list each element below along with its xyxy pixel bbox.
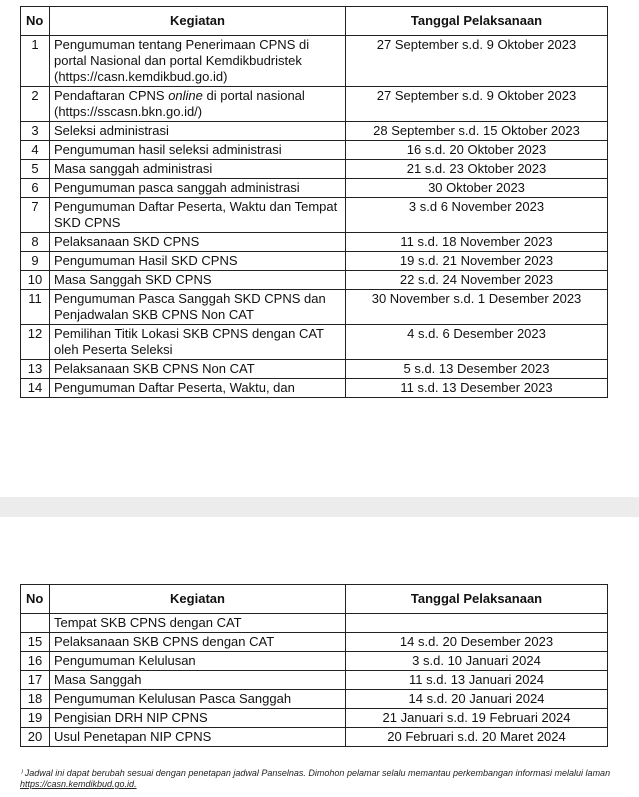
table-row bbox=[21, 379, 608, 398]
row-no: 11 bbox=[21, 290, 50, 325]
row-tanggal: 5 s.d. 13 Desember 2023 bbox=[346, 360, 608, 379]
row-no: 8 bbox=[21, 233, 50, 252]
header-tanggal: Tanggal Pelaksanaan bbox=[346, 7, 608, 36]
table-row bbox=[21, 141, 608, 160]
row-tanggal: 11 s.d. 13 Januari 2024 bbox=[346, 671, 608, 690]
row-kegiatan: Masa Sanggah SKD CPNS bbox=[50, 271, 346, 290]
row-tanggal: 27 September s.d. 9 Oktober 2023 bbox=[346, 36, 608, 87]
row-no: 15 bbox=[21, 633, 50, 652]
footnote-text: ⁾ Jadwal ini dapat berubah sesuai dengan penetapan jadwal Panselnas. Dimohon pelamar selalu memantau perkembangan informasi melalui laman bbox=[20, 768, 611, 778]
footnote-link[interactable]: https://casn.kemdikbud.go.id. bbox=[20, 779, 137, 789]
table-header-row bbox=[21, 585, 608, 614]
row-kegiatan: Pelaksanaan SKB CPNS dengan CAT bbox=[50, 633, 346, 652]
table-row bbox=[21, 290, 608, 325]
table-row bbox=[21, 709, 608, 728]
row-tanggal: 28 September s.d. 15 Oktober 2023 bbox=[346, 122, 608, 141]
row-kegiatan: Pengumuman Kelulusan Pasca Sanggah bbox=[50, 690, 346, 709]
table-row bbox=[21, 360, 608, 379]
schedule-table-2 bbox=[20, 584, 608, 747]
kegiatan-text: di portal nasional (https://sscasn.bkn.go.id/) bbox=[54, 88, 305, 119]
table-row bbox=[21, 690, 608, 709]
header-tanggal: Tanggal Pelaksanaan bbox=[346, 585, 608, 614]
table-row bbox=[21, 160, 608, 179]
row-tanggal: 21 s.d. 23 Oktober 2023 bbox=[346, 160, 608, 179]
row-no: 2 bbox=[21, 87, 50, 122]
row-kegiatan: Pelaksanaan SKD CPNS bbox=[50, 233, 346, 252]
row-tanggal: 11 s.d. 13 Desember 2023 bbox=[346, 379, 608, 398]
row-tanggal: 11 s.d. 18 November 2023 bbox=[346, 233, 608, 252]
table-row bbox=[21, 728, 608, 747]
header-kegiatan: Kegiatan bbox=[50, 7, 346, 36]
row-tanggal: 30 Oktober 2023 bbox=[346, 179, 608, 198]
table-row bbox=[21, 198, 608, 233]
row-tanggal: 19 s.d. 21 November 2023 bbox=[346, 252, 608, 271]
row-tanggal: 4 s.d. 6 Desember 2023 bbox=[346, 325, 608, 360]
row-tanggal: 14 s.d. 20 Desember 2023 bbox=[346, 633, 608, 652]
table-row bbox=[21, 271, 608, 290]
row-kegiatan: Pengisian DRH NIP CPNS bbox=[50, 709, 346, 728]
table-row bbox=[21, 122, 608, 141]
row-tanggal bbox=[346, 614, 608, 633]
row-no: 12 bbox=[21, 325, 50, 360]
row-tanggal: 20 Februari s.d. 20 Maret 2024 bbox=[346, 728, 608, 747]
header-no: No bbox=[21, 585, 50, 614]
row-tanggal: 16 s.d. 20 Oktober 2023 bbox=[346, 141, 608, 160]
row-tanggal: 30 November s.d. 1 Desember 2023 bbox=[346, 290, 608, 325]
table-row bbox=[21, 633, 608, 652]
table-row bbox=[21, 252, 608, 271]
row-no: 20 bbox=[21, 728, 50, 747]
page-separator bbox=[0, 497, 639, 517]
row-kegiatan bbox=[50, 87, 346, 122]
table-header-row bbox=[21, 7, 608, 36]
schedule-table-1 bbox=[20, 6, 608, 398]
row-no: 17 bbox=[21, 671, 50, 690]
row-tanggal: 22 s.d. 24 November 2023 bbox=[346, 271, 608, 290]
row-kegiatan: Pengumuman pasca sanggah administrasi bbox=[50, 179, 346, 198]
row-kegiatan: Masa sanggah administrasi bbox=[50, 160, 346, 179]
header-kegiatan: Kegiatan bbox=[50, 585, 346, 614]
row-tanggal: 21 Januari s.d. 19 Februari 2024 bbox=[346, 709, 608, 728]
row-kegiatan: Tempat SKB CPNS dengan CAT bbox=[50, 614, 346, 633]
row-tanggal: 3 s.d. 10 Januari 2024 bbox=[346, 652, 608, 671]
row-kegiatan: Pengumuman Kelulusan bbox=[50, 652, 346, 671]
row-no: 16 bbox=[21, 652, 50, 671]
table-row bbox=[21, 614, 608, 633]
row-no: 14 bbox=[21, 379, 50, 398]
table-row bbox=[21, 179, 608, 198]
kegiatan-text: Pendaftaran CPNS bbox=[54, 88, 169, 103]
row-kegiatan: Usul Penetapan NIP CPNS bbox=[50, 728, 346, 747]
row-kegiatan: Pengumuman Hasil SKD CPNS bbox=[50, 252, 346, 271]
row-kegiatan: Masa Sanggah bbox=[50, 671, 346, 690]
row-kegiatan: Pengumuman Daftar Peserta, Waktu, dan bbox=[50, 379, 346, 398]
document-page-2 bbox=[0, 517, 639, 797]
row-no: 7 bbox=[21, 198, 50, 233]
row-no: 19 bbox=[21, 709, 50, 728]
header-no: No bbox=[21, 7, 50, 36]
row-kegiatan: Seleksi administrasi bbox=[50, 122, 346, 141]
row-no: 3 bbox=[21, 122, 50, 141]
row-no: 1 bbox=[21, 36, 50, 87]
row-no: 6 bbox=[21, 179, 50, 198]
table-row bbox=[21, 671, 608, 690]
row-tanggal: 14 s.d. 20 Januari 2024 bbox=[346, 690, 608, 709]
row-no: 4 bbox=[21, 141, 50, 160]
row-kegiatan: Pengumuman tentang Penerimaan CPNS di portal Nasional dan portal Kemdikbudristek (https://casn.kemdikbud.go.id) bbox=[50, 36, 346, 87]
table-row bbox=[21, 652, 608, 671]
row-no: 9 bbox=[21, 252, 50, 271]
row-kegiatan: Pelaksanaan SKB CPNS Non CAT bbox=[50, 360, 346, 379]
row-no bbox=[21, 614, 50, 633]
row-kegiatan: Pengumuman Pasca Sanggah SKD CPNS dan Penjadwalan SKB CPNS Non CAT bbox=[50, 290, 346, 325]
row-kegiatan: Pemilihan Titik Lokasi SKB CPNS dengan CAT oleh Peserta Seleksi bbox=[50, 325, 346, 360]
table-row bbox=[21, 36, 608, 87]
row-kegiatan: Pengumuman hasil seleksi administrasi bbox=[50, 141, 346, 160]
row-kegiatan: Pengumuman Daftar Peserta, Waktu dan Tempat SKD CPNS bbox=[50, 198, 346, 233]
row-no: 13 bbox=[21, 360, 50, 379]
row-no: 10 bbox=[21, 271, 50, 290]
table-row bbox=[21, 325, 608, 360]
row-tanggal: 3 s.d 6 November 2023 bbox=[346, 198, 608, 233]
row-tanggal: 27 September s.d. 9 Oktober 2023 bbox=[346, 87, 608, 122]
table-row bbox=[21, 233, 608, 252]
row-no: 5 bbox=[21, 160, 50, 179]
footnote bbox=[20, 768, 620, 790]
table-row bbox=[21, 87, 608, 122]
row-no: 18 bbox=[21, 690, 50, 709]
kegiatan-emphasis: online bbox=[168, 88, 203, 103]
